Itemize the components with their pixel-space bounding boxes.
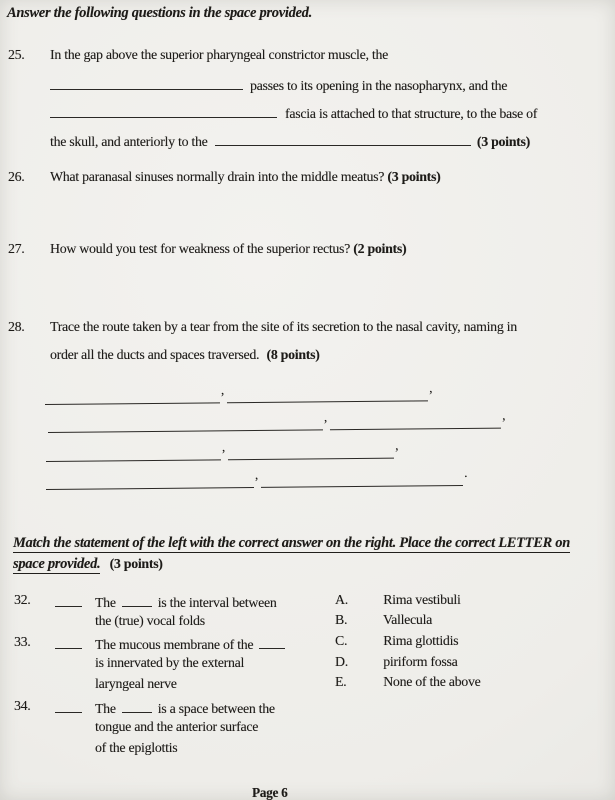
matching-choice-c <box>335 632 458 650</box>
question-25-line2 <box>50 74 507 95</box>
page-number: Page 6 <box>252 785 288 800</box>
matching-choice-b-text: Vallecula <box>382 612 433 627</box>
matching-item-33-line1 <box>55 633 285 654</box>
matching-item-33-line2: is innervated by the external <box>95 655 245 670</box>
letter-answer-blank <box>55 633 82 649</box>
question-26-text: What paranasal sinuses normally drain into the middle meatus? <box>50 169 385 184</box>
separator-comma: , <box>254 467 259 483</box>
question-25-line4-text: the skull, and anteriorly to the <box>50 134 208 149</box>
question-25-line1: In the gap above the superior pharyngeal constrictor muscle, the <box>50 47 388 62</box>
matching-item-34-line2: tongue and the anterior surface <box>95 719 259 734</box>
inline-blank <box>122 591 152 607</box>
answer-blank <box>46 444 221 462</box>
question-28-line2-text: order all the ducts and spaces traversed. <box>50 347 260 362</box>
letter-answer-blank <box>55 591 82 607</box>
matching-points: (3 points) <box>109 556 163 571</box>
matching-choice-e-text: None of the above <box>383 674 481 689</box>
answer-line-row-4 <box>46 465 471 490</box>
question-28-points: (8 points) <box>266 347 320 362</box>
matching-choice-e <box>335 673 480 691</box>
answer-line-row-1 <box>45 383 436 405</box>
answer-blank <box>330 413 501 431</box>
answer-line-row-3 <box>46 438 402 462</box>
question-27-line <box>50 240 406 258</box>
question-25-line2-text: passes to its opening in the nasopharynx, and the <box>250 78 508 93</box>
matching-item-32-line1 <box>55 591 276 612</box>
matching-instructions-line2-text: space provided. <box>13 556 101 572</box>
matching-item-34-number: 34. <box>14 698 31 713</box>
matching-item-33-text: The mucous membrane of the <box>95 637 254 652</box>
separator-comma: , <box>502 408 506 424</box>
question-25-line4 <box>50 130 530 151</box>
matching-choice-d <box>335 653 458 671</box>
matching-choice-b <box>335 611 432 629</box>
matching-instructions-line1 <box>13 534 570 552</box>
section-instruction: Answer the following questions in the space provided. <box>7 5 312 21</box>
separator-comma: , <box>323 410 328 426</box>
inline-blank <box>122 697 152 713</box>
question-26-points: (3 points) <box>387 169 441 184</box>
question-27-text: How would you test for weakness of the superior rectus? <box>50 241 351 256</box>
answer-blank <box>45 387 220 405</box>
matching-instructions-line1-text: Match the statement of the left with the correct answer on the right. Place the correct LETTER on <box>13 535 570 551</box>
matching-item-32-pre: The <box>95 595 116 610</box>
question-25-points: (3 points) <box>476 134 530 149</box>
matching-choice-d-letter: D. <box>335 654 348 669</box>
matching-item-34-line1 <box>55 697 275 718</box>
matching-item-34-pre: The <box>95 701 116 716</box>
answer-blank <box>228 443 394 461</box>
question-25-line3 <box>50 102 537 123</box>
separator-comma: , <box>221 440 226 456</box>
matching-item-32-line2: the (true) vocal folds <box>95 613 205 628</box>
question-28-line2 <box>50 346 320 364</box>
separator-comma: , <box>395 438 399 454</box>
question-27-points: (2 points) <box>353 241 407 256</box>
matching-choice-a-letter: A. <box>335 592 348 607</box>
answer-blank <box>46 472 254 490</box>
question-28-line1: Trace the route taken by a tear from the site of its secretion to the nasal cavity, naming in <box>50 319 517 334</box>
answer-blank <box>50 74 243 90</box>
inline-blank <box>259 633 285 649</box>
question-27-number: 27. <box>8 241 25 256</box>
separator-comma: , <box>429 381 433 397</box>
matching-choice-a-text: Rima vestibuli <box>383 592 461 607</box>
question-25-number: 25. <box>8 47 25 62</box>
answer-blank <box>50 102 277 118</box>
question-26-line <box>50 168 440 186</box>
separator-period: . <box>464 465 468 481</box>
answer-line-row-2 <box>48 408 509 433</box>
matching-instructions-line2 <box>13 555 163 573</box>
matching-item-34-post: is a space between the <box>157 701 275 716</box>
question-28-number: 28. <box>8 319 25 334</box>
answer-blank <box>48 414 323 433</box>
matching-choice-c-letter: C. <box>335 633 348 648</box>
matching-item-34-line3: of the epiglottis <box>95 740 178 755</box>
question-25-line3-text: fascia is attached to that structure, to the base of <box>285 106 538 121</box>
letter-answer-blank <box>55 697 82 713</box>
matching-item-32-post: is the interval between <box>157 595 277 610</box>
matching-choice-c-text: Rima glottidis <box>383 633 459 648</box>
matching-choice-b-letter: B. <box>335 612 348 627</box>
matching-item-33-line3: laryngeal nerve <box>95 676 177 691</box>
matching-choice-a <box>335 591 461 609</box>
question-26-number: 26. <box>8 169 25 184</box>
matching-choice-e-letter: E. <box>335 674 347 689</box>
separator-comma: , <box>220 383 225 399</box>
matching-item-32-number: 32. <box>14 592 31 607</box>
answer-blank <box>227 385 428 403</box>
matching-choice-d-text: piriform fossa <box>383 654 458 669</box>
answer-blank <box>261 470 463 488</box>
matching-item-33-number: 33. <box>14 634 31 649</box>
answer-blank <box>215 130 471 146</box>
